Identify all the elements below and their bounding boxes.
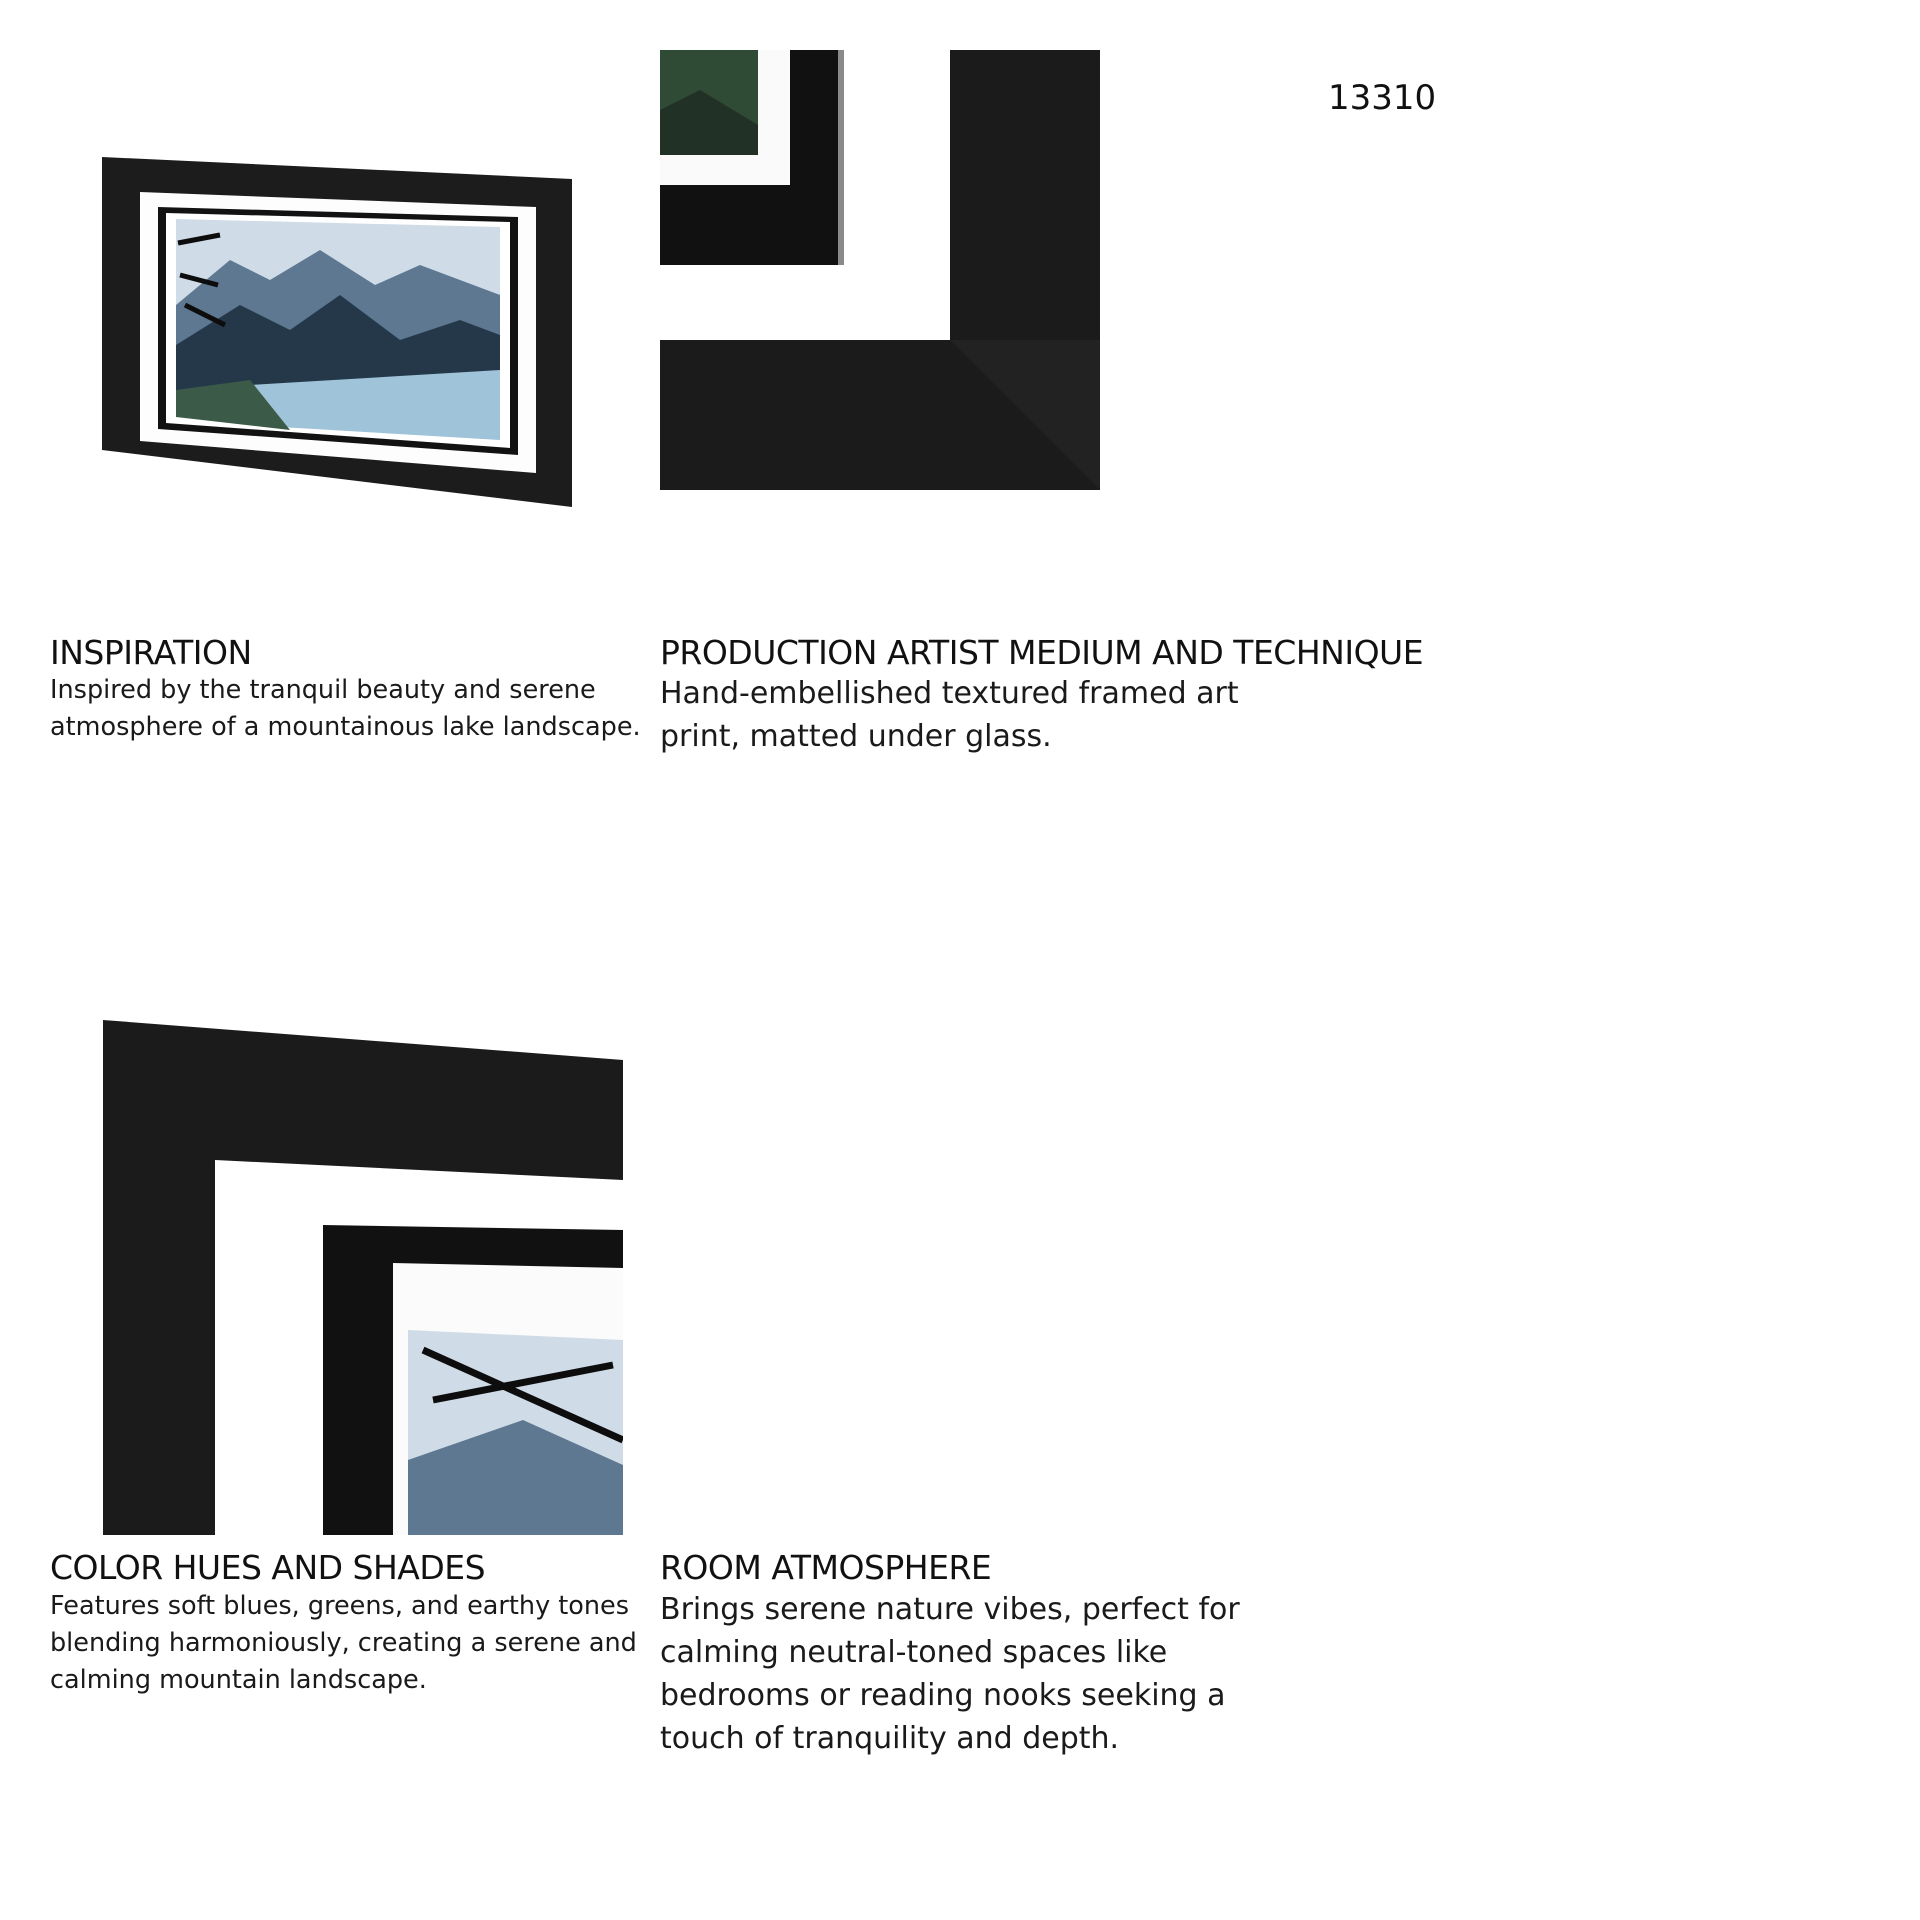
room-line: Brings serene nature vibes, perfect for xyxy=(660,1592,1240,1627)
inspiration-text xyxy=(50,672,650,746)
room-text xyxy=(660,1588,1260,1760)
inspiration-heading: INSPIRATION xyxy=(50,633,252,672)
medium-text xyxy=(660,672,1260,758)
colors-heading: COLOR HUES AND SHADES xyxy=(50,1548,486,1587)
framed-art-photo xyxy=(100,155,575,510)
medium-line: Hand-embellished textured framed art xyxy=(660,676,1239,711)
medium-heading: PRODUCTION ARTIST MEDIUM AND TECHNIQUE xyxy=(660,633,1424,672)
product-sku: 13310 xyxy=(1328,78,1437,118)
colors-line: calming mountain landscape. xyxy=(50,1665,427,1695)
room-heading: ROOM ATMOSPHERE xyxy=(660,1548,992,1587)
room-line: calming neutral-toned spaces like xyxy=(660,1635,1168,1670)
inspiration-line: atmosphere of a mountainous lake landscape. xyxy=(50,712,641,742)
frame-corner-detail-photo xyxy=(660,50,1100,490)
colors-line: blending harmoniously, creating a serene and xyxy=(50,1628,637,1658)
room-line: bedrooms or reading nooks seeking a xyxy=(660,1678,1226,1713)
inspiration-line: Inspired by the tranquil beauty and serene xyxy=(50,675,596,705)
room-line: touch of tranquility and depth. xyxy=(660,1721,1120,1756)
colors-text xyxy=(50,1588,650,1699)
medium-line: print, matted under glass. xyxy=(660,719,1052,754)
frame-mat-detail-photo xyxy=(103,1020,623,1535)
colors-line: Features soft blues, greens, and earthy tones xyxy=(50,1591,630,1621)
